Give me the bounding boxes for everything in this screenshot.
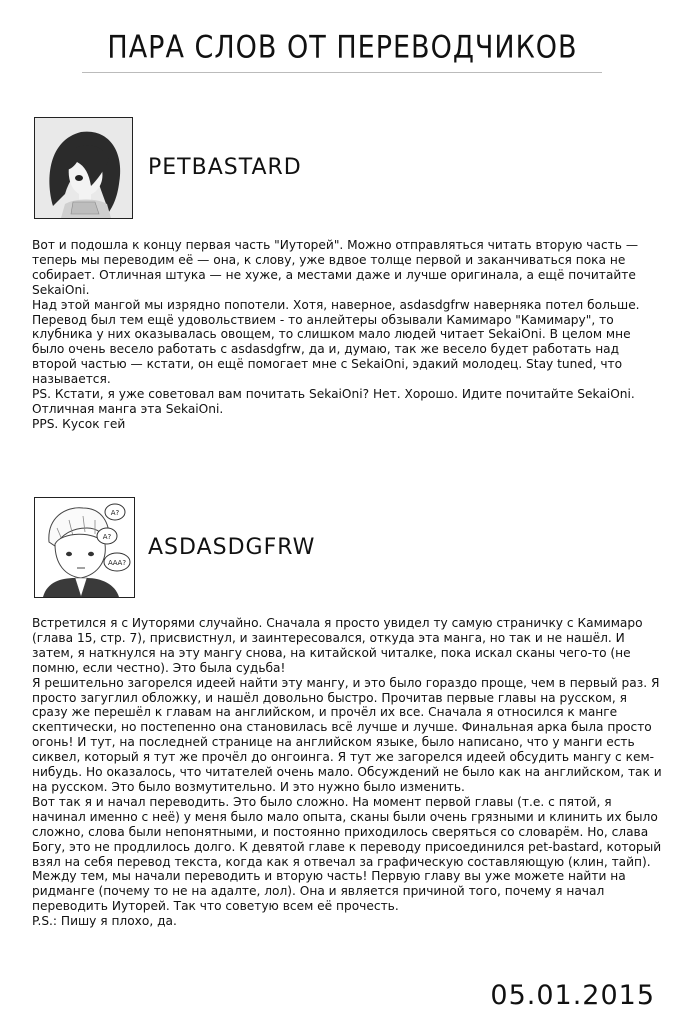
boy-portrait-icon bbox=[35, 498, 134, 597]
bubble-text: А? bbox=[110, 509, 120, 517]
paragraph: Вот так я и начал переводить. Это было сложно. На момент первой главы (т.е. с пятой, я начинал именно с неё) у меня было мало опыта, сканы были очень грязными и клинить их было сложно, слова были непонятными, и постоянно приходилось сверяться со словарём. Но, слава Богу, это не продлилось долго. К девятой главе к переводу присоединился pet-bastard, который взял на себя перевод текста, когда как я отвечал за графическую составляющую (клин, тайп). bbox=[32, 794, 662, 869]
paragraph: Между тем, мы начали переводить и вторую часть! Первую главу вы уже можете найти на ридманге (почему то не на адалте, лол). Она и является причиной того, почему я начал переводить Иуторей. Так что советую всем её прочесть. bbox=[32, 869, 626, 914]
petbastard-text bbox=[32, 238, 662, 432]
paragraph: Встретился я с Иуторями случайно. Сначала я просто увидел ту самую страничку с Камимаро (глава 15, стр. 7), присвистнул, и заинтересовался, откуда эта манга, но так и не нашёл. И затем, я наткнулся на эту мангу снова, на китайской читалке, пока искал сканы чего-то (не помню, если честно). Это была судьба! bbox=[32, 616, 643, 675]
date-stamp: 05.01.2015 bbox=[490, 980, 655, 1011]
paragraph: P.S.: Пишу я плохо, да. bbox=[32, 914, 177, 929]
paragraph: PS. Кстати, я уже советовал вам почитать SekaiOni? Нет. Хорошо. Идите почитайте SekaiOni. Отличная манга эта SekaiOni. bbox=[32, 387, 635, 416]
asdasdgfrw-text bbox=[32, 616, 662, 929]
girl-portrait-icon bbox=[35, 118, 132, 218]
title-divider bbox=[82, 72, 602, 73]
paragraph: Над этой мангой мы изрядно попотели. Хотя, наверное, asdasdgfrw наверняка потел больше. Перевод был тем ещё удовольствием - то анлейтеры обзывали Камимаро "Камимару", то клубника у них оказывалась овощем, то слишком мало людей читает SekaiOni. В целом мне было очень весело работать с asdasdgfrw, да и, думаю, так же весело будет работать над второй частью — кстати, он ещё помогает мне с SekaiOni, эдакий молодец. Stay tuned, что называется. bbox=[32, 297, 640, 387]
petbastard-avatar bbox=[34, 117, 133, 219]
asdasdgfrw-avatar bbox=[34, 497, 135, 598]
bubble-text: ААА? bbox=[107, 559, 127, 567]
paragraph: Я решительно загорелся идеей найти эту мангу, и это было гораздо проще, чем в первый раз. Я просто загуглил обложку, и нашёл довольно быстро. Прочитав первые главы на русском, я сразу же перешёл к главам на английском, и прочёл их все. Сначала я относился к манге скептически, но постепенно она становилась всё лучше и лучше. Финальная арка была просто огонь! И тут, на последней странице на английском языке, было написано, что у манги есть сиквел, который я тут же прочёл до онгоинга. Я тут же загорелся идеей обсудить мангу с кем-нибудь. Но оказалось, что читателей очень мало. Обсуждений не было как на английском, так и на русском. Это было возмутительно. И это нужно было изменить. bbox=[32, 675, 662, 794]
petbastard-name: PETBASTARD bbox=[148, 155, 302, 180]
asdasdgfrw-name: ASDASDGFRW bbox=[148, 535, 316, 560]
paragraph: PPS. Кусок гей bbox=[32, 416, 126, 431]
bubble-text: А? bbox=[102, 533, 112, 541]
page-title: ПАРА СЛОВ ОТ ПЕРЕВОДЧИКОВ bbox=[107, 29, 578, 66]
paragraph: Вот и подошла к концу первая часть "Иуторей". Можно отправляться читать вторую часть — теперь мы переводим её — она, к слову, уже вдвое толще первой и заканчиваться пока не собирает. Отличная штука — не хуже, а местами даже и лучше оригинала, а ещё почитайте SekaiOni. bbox=[32, 238, 639, 297]
